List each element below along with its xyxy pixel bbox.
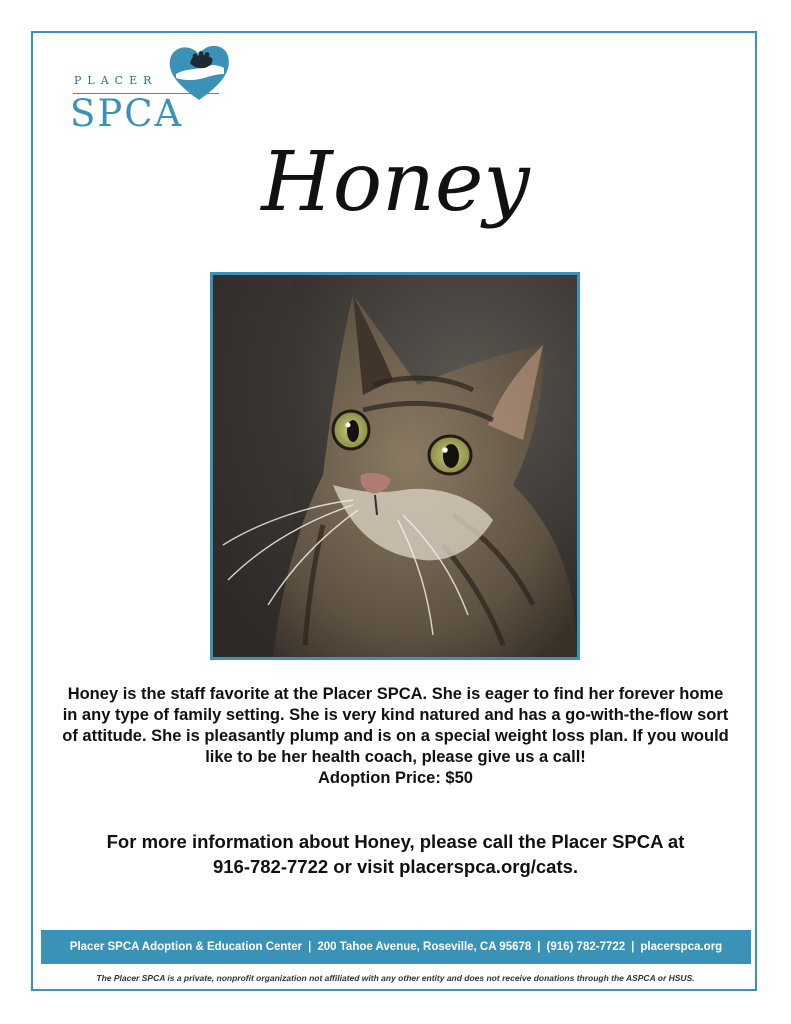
phone-link[interactable]: 916-782-7722 — [212, 856, 329, 877]
line-end-period: . — [572, 856, 579, 877]
pet-photo — [210, 272, 580, 660]
logo-spca-text: SPCA — [70, 92, 184, 135]
footer-address: 200 Tahoe Avenue, Roseville, CA 95678 — [317, 941, 532, 953]
cat-photo-illustration — [213, 275, 577, 657]
footer-center-name: Placer SPCA Adoption & Education Center — [69, 941, 303, 953]
disclaimer-text: The Placer SPCA is a private, nonprofit organization not affiliated with any other entity and does not receive donations through the ASPCA or HSUS. — [96, 973, 695, 983]
pet-name-title: Honey — [261, 135, 530, 230]
footer-bar — [41, 930, 751, 964]
logo-placer-text: PLACER — [74, 74, 158, 87]
or-visit-text: or visit — [328, 856, 400, 877]
footer-phone-link[interactable]: (916) 782-7722 — [546, 941, 626, 953]
footer-website-link[interactable]: placerspca.org — [640, 941, 723, 953]
contact-info-line1: For more information about Honey, please call the Placer SPCA at — [106, 831, 685, 852]
pet-description: Honey is the staff favorite at the Placer SPCA. She is eager to find her forever home in any type of family setting. She is very kind natured and has a go-with-the-flow sort of attitude. She is pleasantly plump and is on a special weight loss plan. If you would like to be her health coach, please give us a call! — [62, 685, 729, 766]
footer-separator: | — [537, 941, 541, 953]
pet-description-block — [60, 684, 731, 789]
contact-info-block — [40, 829, 751, 879]
cats-page-link[interactable]: placerspca.org/cats — [399, 856, 573, 877]
contact-info-line2 — [40, 854, 751, 879]
footer-separator: | — [631, 941, 635, 953]
footer-separator: | — [308, 941, 312, 953]
placer-spca-logo — [70, 44, 240, 135]
adoption-price: Adoption Price: $50 — [318, 769, 473, 787]
